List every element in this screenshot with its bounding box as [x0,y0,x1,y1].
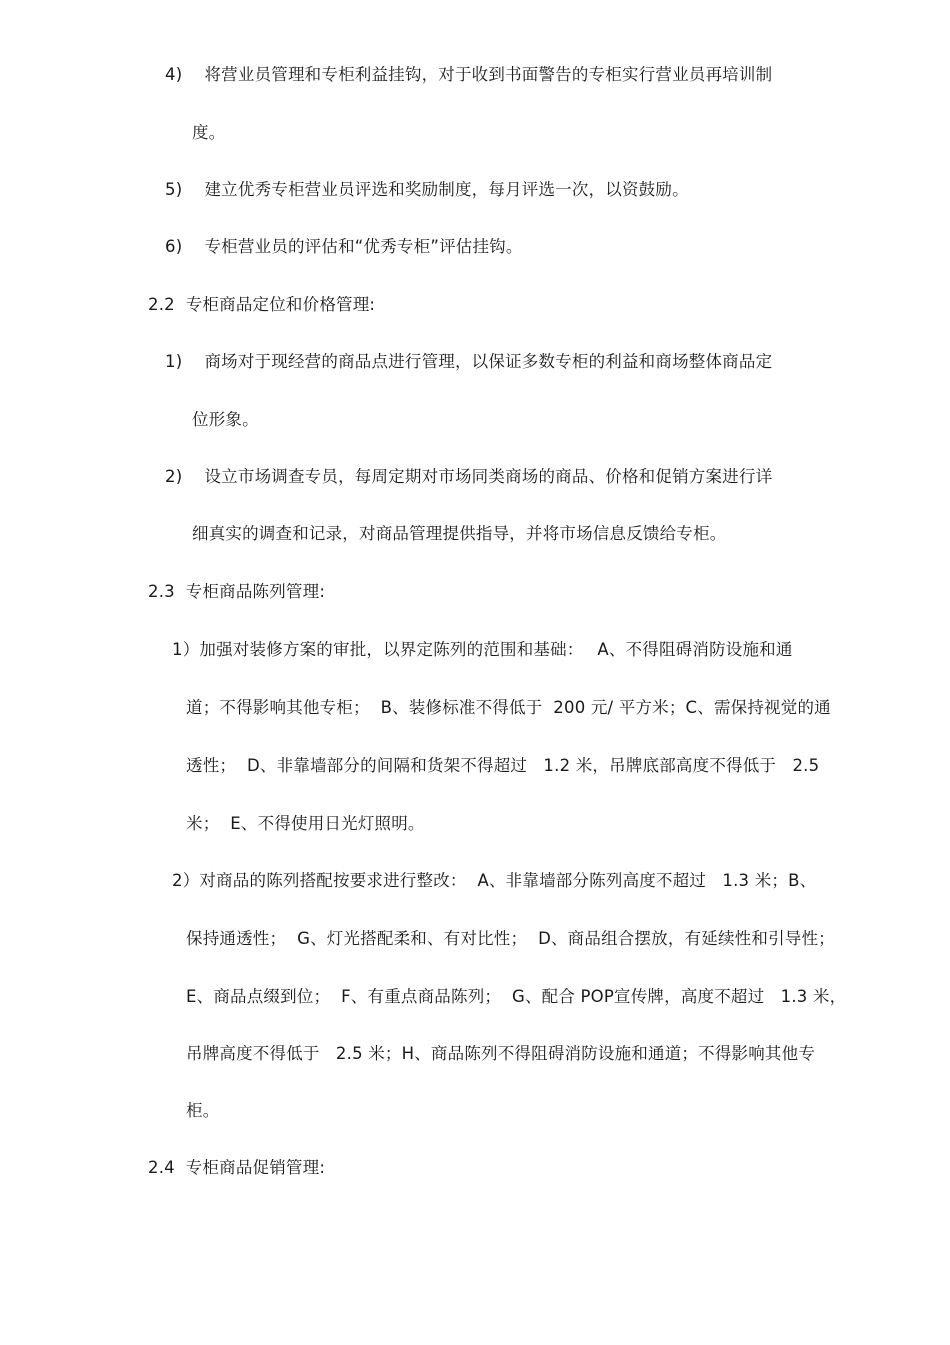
list-item-2-2-2-continuation: 细真实的调查和记录，对商品管理提供指导，并将市场信息反馈给专柜。 [192,524,727,543]
list-item-4-continuation: 度。 [192,123,226,142]
list-item-5: 5) 建立优秀专柜营业员评选和奖励制度，每月评选一次，以资鼓励。 [165,180,689,199]
list-item-2-2-1-continuation: 位形象。 [192,410,259,429]
list-item-2-3-1-line-4: 米； E、不得使用日光灯照明。 [186,814,425,833]
section-heading-2-2: 2.2 专柜商品定位和价格管理: [148,295,376,314]
section-heading-2-3: 2.3 专柜商品陈列管理: [148,582,326,601]
list-item-2-3-2-line-5: 柜。 [186,1101,220,1120]
list-item-2-3-2-line-3: E、商品点缀到位； F、有重点商品陈列； G、配合 POP宣传牌，高度不超过 1.3 米， [186,987,847,1006]
list-item-2-3-1: 1）加强对装修方案的审批，以界定陈列的范围和基础： A、不得阻碍消防设施和通 [172,640,793,659]
list-item-2-3-1-line-2: 道；不得影响其他专柜； B、装修标准不得低于 200 元/ 平方米；C、需保持视觉的通 [186,698,831,717]
list-item-2-3-2: 2）对商品的陈列搭配按要求进行整改： A、非靠墙部分陈列高度不超过 1.3 米；B、 [172,871,817,890]
list-item-6: 6) 专柜营业员的评估和“优秀专柜”评估挂钩。 [165,237,523,256]
list-item-4: 4) 将营业员管理和专柜利益挂钩，对于收到书面警告的专柜实行营业员再培训制 [165,65,773,84]
section-heading-2-4: 2.4 专柜商品促销管理: [148,1158,326,1177]
list-item-2-2-1: 1) 商场对于现经营的商品点进行管理，以保证多数专柜的利益和商场整体商品定 [165,352,773,371]
list-item-2-3-1-line-3: 透性； D、非靠墙部分的间隔和货架不得超过 1.2 米，吊牌底部高度不得低于 2.5 [186,756,820,775]
list-item-2-3-2-line-2: 保持通透性； G、灯光搭配柔和、有对比性； D、商品组合摆放，有延续性和引导性； [186,929,835,948]
list-item-2-2-2: 2) 设立市场调查专员，每周定期对市场同类商场的商品、价格和促销方案进行详 [165,467,773,486]
list-item-2-3-2-line-4: 吊牌高度不得低于 2.5 米；H、商品陈列不得阻碍消防设施和通道；不得影响其他专 [186,1044,816,1063]
